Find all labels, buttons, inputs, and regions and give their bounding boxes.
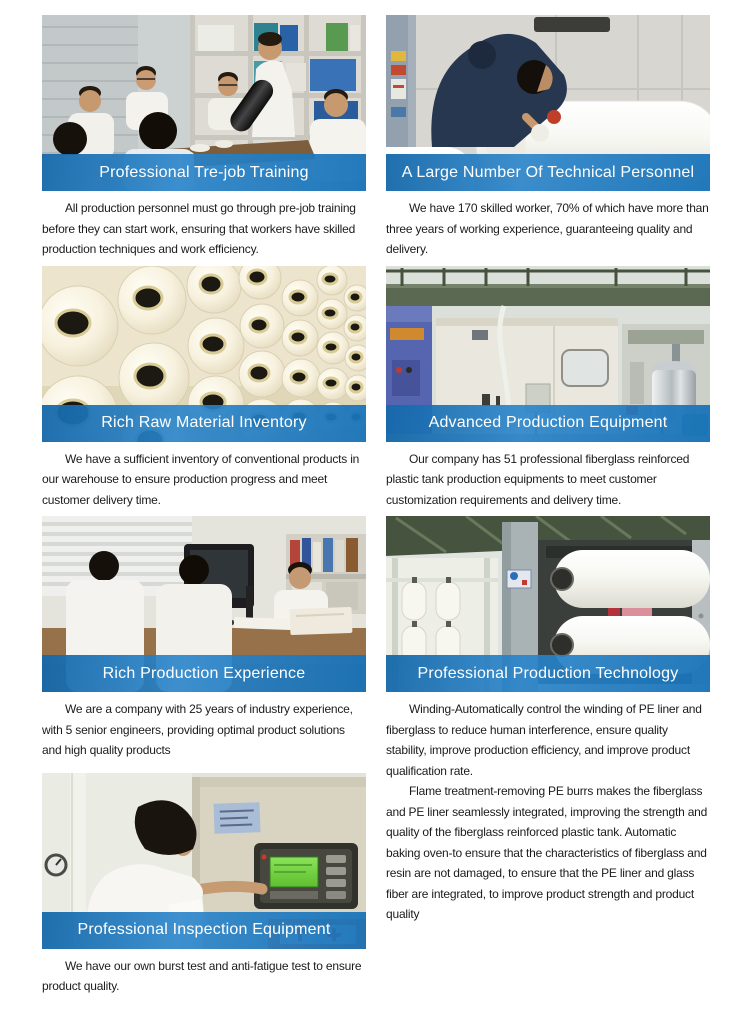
- inspection-equipment-photo: [42, 773, 366, 949]
- paragraph: We have our own burst test and anti-fatigue test to ensure product quality.: [42, 958, 362, 993]
- red-detail: [608, 608, 620, 617]
- pre-job-training-description: [42, 191, 366, 266]
- section-production-equipment: [386, 266, 710, 517]
- wound-tank-top: [551, 550, 710, 608]
- microscope: [246, 586, 253, 620]
- warning-stickers: [391, 51, 406, 117]
- production-experience-description: [42, 692, 366, 767]
- raw-material-inventory-photo: [42, 266, 366, 442]
- technical-personnel-photo: [386, 15, 710, 191]
- production-experience-title: Rich Production Experience: [102, 664, 306, 682]
- technical-personnel-banner: [386, 154, 710, 191]
- section-technical-personnel: [386, 15, 710, 266]
- paragraph: Our company has 51 professional fiberglass reinforced plastic tank production equipments to meet customer customization requirements and delivery time.: [386, 451, 690, 507]
- section-production-technology: [386, 516, 710, 931]
- section-raw-material-inventory: [42, 266, 366, 517]
- wall-vent: [534, 17, 610, 32]
- paragraph: We have a sufficient inventory of conventional products in our warehouse to ensure production progress and meet customer delivery time.: [42, 451, 360, 507]
- section-pre-job-training: [42, 15, 366, 266]
- production-equipment-photo: [386, 266, 710, 442]
- production-experience-photo: [42, 516, 366, 692]
- production-technology-banner: [386, 655, 710, 692]
- production-technology-title: Professional Production Technology: [417, 664, 679, 682]
- production-technology-description: [386, 692, 710, 931]
- paragraph: We have 170 skilled worker, 70% of which have more than three years of working experience, guaranteeing quality and delivery.: [386, 201, 709, 256]
- production-experience-banner: [42, 655, 366, 692]
- pre-job-training-banner: [42, 154, 366, 191]
- paragraph: All production personnel must go through pre-job training before they can start work, ensuring that workers have skilled production techniques and work efficiency.: [42, 201, 356, 256]
- production-equipment-description: [386, 442, 710, 517]
- production-equipment-banner: [386, 405, 710, 442]
- paragraph: Flame treatment-removing PE burrs makes the fiberglass and PE liner seamlessly integrated, improving the strength and quality of the fiberglass reinforced plastic tank. Automatic baking oven-to ensure that the characteristics of fiberglass and resin are not damaged, to ensure that the PE liner and glass fiber are integrated, to improve product strength and product quality: [386, 784, 708, 921]
- production-technology-photo: [386, 516, 710, 692]
- section-production-experience: [42, 516, 366, 767]
- technical-personnel-title: A Large Number Of Technical Personnel: [401, 163, 695, 181]
- control-panel: [254, 843, 358, 909]
- raw-material-inventory-title: Rich Raw Material Inventory: [101, 414, 307, 431]
- right-column: [386, 15, 710, 931]
- inspection-equipment-title: Professional Inspection Equipment: [77, 921, 331, 938]
- pressure-gauge: [46, 855, 66, 875]
- production-equipment-title: Advanced Production Equipment: [428, 414, 668, 431]
- blue-note: [213, 802, 260, 834]
- raw-material-inventory-description: [42, 442, 366, 517]
- pre-job-training-photo: [42, 15, 366, 191]
- section-inspection-equipment: [42, 773, 366, 1003]
- paragraph: Winding-Automatically control the winding of PE liner and fiberglass to reduce human interference, ensure quality stability, improve production efficiency, and improve product qualification rate.: [386, 702, 702, 778]
- paragraph: We are a company with 25 years of industry experience, with 5 senior engineers, providing optimal product solutions and high quality products: [42, 702, 353, 757]
- inspection-equipment-description: [42, 949, 366, 1003]
- raw-material-inventory-banner: [42, 405, 366, 442]
- inspection-equipment-banner: [42, 912, 366, 949]
- left-column: [42, 15, 366, 1003]
- technical-personnel-description: [386, 191, 710, 266]
- pre-job-training-title: Professional Tre-job Training: [99, 163, 309, 181]
